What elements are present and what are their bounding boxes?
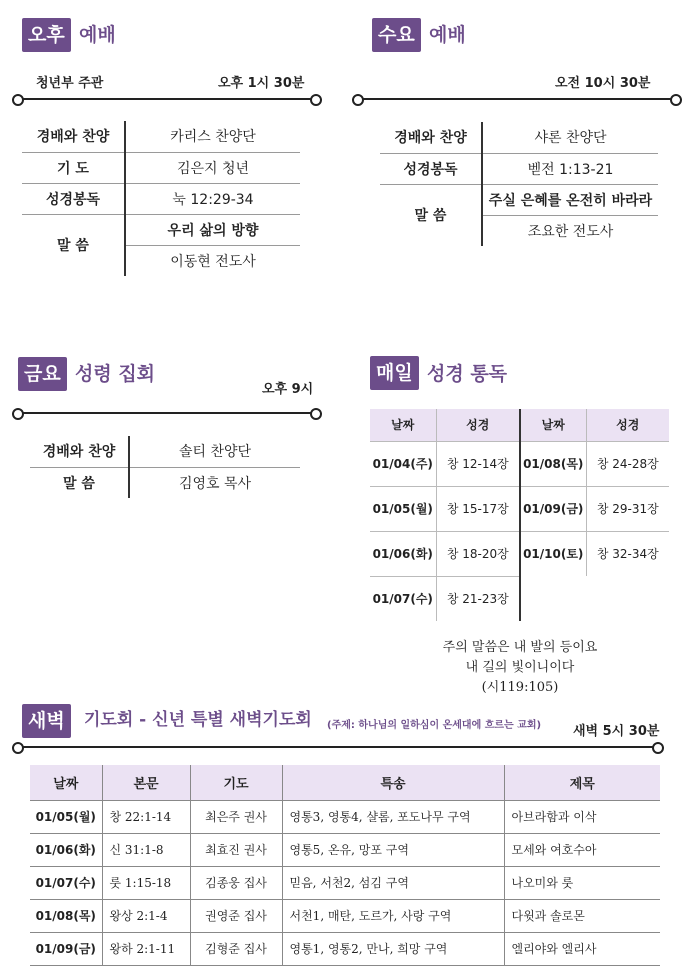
reading-date: 01/06(화) — [370, 531, 436, 576]
row-label: 경배와 찬양 — [30, 436, 129, 467]
wednesday-title: 예배 — [429, 24, 466, 46]
sermon-title: 우리 삶의 방향 — [125, 214, 300, 245]
row-value: 솔티 찬양단 — [178, 444, 252, 461]
schedule-row — [380, 153, 658, 184]
verse-line: 주의 말씀은 내 발의 등이요 — [442, 640, 598, 655]
reading-row — [370, 531, 669, 576]
dawn-special-song: 영통3, 영통4, 샬롬, 포도나무 구역 — [282, 800, 504, 833]
reading-plan-table — [370, 409, 669, 621]
dawn-time: 새벽 5시 30분 — [573, 724, 660, 739]
row-label: 기 도 — [22, 152, 125, 183]
reading-chapters: 창 12-14장 — [436, 441, 520, 486]
dawn-prayer: 최은주 권사 — [190, 800, 282, 833]
verse-line: 내 길의 빛이니이다 — [465, 660, 575, 675]
friday-time: 오후 9시 — [262, 382, 314, 397]
empty-cell — [586, 576, 669, 621]
dawn-row — [30, 833, 660, 866]
reading-header — [370, 409, 669, 441]
dawn-date: 01/05(월) — [30, 800, 102, 833]
afternoon-host: 청년부 주관 — [36, 76, 104, 91]
afternoon-divider — [18, 98, 316, 100]
row-value: 김은지 청년 — [125, 152, 300, 183]
dawn-prayer: 김종웅 집사 — [190, 866, 282, 899]
reading-date: 01/09(금) — [520, 486, 586, 531]
dawn-date: 01/07(수) — [30, 866, 102, 899]
row-value: 샤론 찬양단 — [534, 130, 607, 147]
dawn-passage: 왕상 2:1-4 — [102, 899, 190, 932]
dawn-prayer: 권영준 집사 — [190, 899, 282, 932]
sermon-speaker: 이동현 전도사 — [125, 245, 300, 276]
dawn-special-song: 믿음, 서천2, 섬김 구역 — [282, 866, 504, 899]
dawn-title: 기도회 - 신년 특별 새벽기도회 — [84, 710, 312, 730]
row-value: 눅 12:29-34 — [125, 183, 300, 214]
row-value: 카리스 찬양단 — [170, 129, 256, 146]
daily-tag: 매일 — [370, 356, 419, 390]
dawn-subject: 나오미와 룻 — [504, 866, 660, 899]
dawn-prayer-table — [30, 765, 660, 966]
empty-cell — [520, 576, 586, 621]
row-value: 벧전 1:13-21 — [482, 153, 658, 184]
dawn-tag: 새벽 — [22, 704, 71, 738]
friday-title: 성령 집회 — [75, 363, 156, 385]
afternoon-tag: 오후 — [22, 18, 71, 52]
wednesday-tag: 수요 — [372, 18, 421, 52]
schedule-row — [22, 152, 300, 183]
col-date: 날짜 — [370, 409, 436, 441]
row-label: 경배와 찬양 — [22, 121, 125, 152]
dawn-row — [30, 800, 660, 833]
row-value: 김영호 목사 — [129, 467, 300, 498]
daily-title: 성경 통독 — [427, 363, 508, 385]
dawn-passage: 창 22:1-14 — [102, 800, 190, 833]
friday-tag: 금요 — [18, 357, 67, 391]
schedule-row — [22, 121, 300, 152]
col-date: 날짜 — [520, 409, 586, 441]
dawn-row — [30, 932, 660, 965]
verse-reference: (시119:105) — [481, 680, 559, 695]
reading-chapters: 창 29-31장 — [586, 486, 669, 531]
row-label: 성경봉독 — [380, 153, 482, 184]
dawn-subject: 아브라함과 이삭 — [504, 800, 660, 833]
schedule-row — [30, 467, 300, 498]
dawn-passage: 신 31:1-8 — [102, 833, 190, 866]
dawn-date: 01/06(화) — [30, 833, 102, 866]
reading-date: 01/05(월) — [370, 486, 436, 531]
sermon-title: 주실 은혜를 온전히 바라라 — [482, 184, 658, 215]
dawn-passage: 왕하 2:1-11 — [102, 932, 190, 965]
dawn-header — [30, 765, 660, 800]
col-scripture: 성경 — [586, 409, 669, 441]
wednesday-divider — [358, 98, 676, 100]
row-label: 말 씀 — [30, 467, 129, 498]
schedule-row — [30, 436, 300, 467]
schedule-row — [380, 184, 658, 215]
dawn-special-song: 서천1, 매탄, 도르가, 사랑 구역 — [282, 899, 504, 932]
dawn-subject: 다윗과 솔로몬 — [504, 899, 660, 932]
reading-row — [370, 576, 669, 621]
dawn-row — [30, 899, 660, 932]
dawn-theme: (주제: 하나님의 일하심이 온세대에 흐르는 교회) — [327, 720, 542, 731]
dawn-divider — [18, 746, 658, 748]
friday-schedule — [30, 436, 300, 498]
reading-date: 01/04(주) — [370, 441, 436, 486]
col-subject: 제목 — [504, 765, 660, 800]
col-special-song: 특송 — [282, 765, 504, 800]
scripture-verse — [420, 638, 620, 698]
dawn-prayer: 최효진 권사 — [190, 833, 282, 866]
reading-chapters: 창 32-34장 — [586, 531, 669, 576]
schedule-row — [22, 214, 300, 245]
col-prayer: 기도 — [190, 765, 282, 800]
reading-row — [370, 486, 669, 531]
dawn-subject: 모세와 여호수아 — [504, 833, 660, 866]
dawn-special-song: 영통1, 영통2, 만나, 희망 구역 — [282, 932, 504, 965]
schedule-row — [380, 122, 658, 153]
afternoon-title: 예배 — [79, 24, 116, 46]
dawn-passage: 룻 1:15-18 — [102, 866, 190, 899]
reading-chapters: 창 15-17장 — [436, 486, 520, 531]
dawn-row — [30, 866, 660, 899]
dawn-special-song: 영통5, 온유, 망포 구역 — [282, 833, 504, 866]
sermon-label: 말 씀 — [380, 184, 482, 246]
row-label: 성경봉독 — [22, 183, 125, 214]
afternoon-schedule — [22, 121, 300, 276]
reading-date: 01/07(수) — [370, 576, 436, 621]
row-label: 경배와 찬양 — [380, 122, 482, 153]
col-passage: 본문 — [102, 765, 190, 800]
reading-date: 01/10(토) — [520, 531, 586, 576]
reading-chapters: 창 24-28장 — [586, 441, 669, 486]
sermon-label: 말 씀 — [22, 214, 125, 276]
col-scripture: 성경 — [436, 409, 520, 441]
afternoon-time: 오후 1시 30분 — [218, 76, 305, 91]
col-date: 날짜 — [30, 765, 102, 800]
dawn-prayer: 김형준 집사 — [190, 932, 282, 965]
reading-chapters: 창 18-20장 — [436, 531, 520, 576]
wednesday-schedule — [380, 122, 658, 246]
friday-divider — [18, 412, 316, 414]
dawn-date: 01/08(목) — [30, 899, 102, 932]
reading-date: 01/08(목) — [520, 441, 586, 486]
reading-row — [370, 441, 669, 486]
schedule-row — [22, 183, 300, 214]
dawn-subject: 엘리야와 엘리사 — [504, 932, 660, 965]
reading-chapters: 창 21-23장 — [436, 576, 520, 621]
wednesday-time: 오전 10시 30분 — [555, 76, 651, 91]
dawn-date: 01/09(금) — [30, 932, 102, 965]
sermon-speaker: 조요한 전도사 — [482, 215, 658, 246]
